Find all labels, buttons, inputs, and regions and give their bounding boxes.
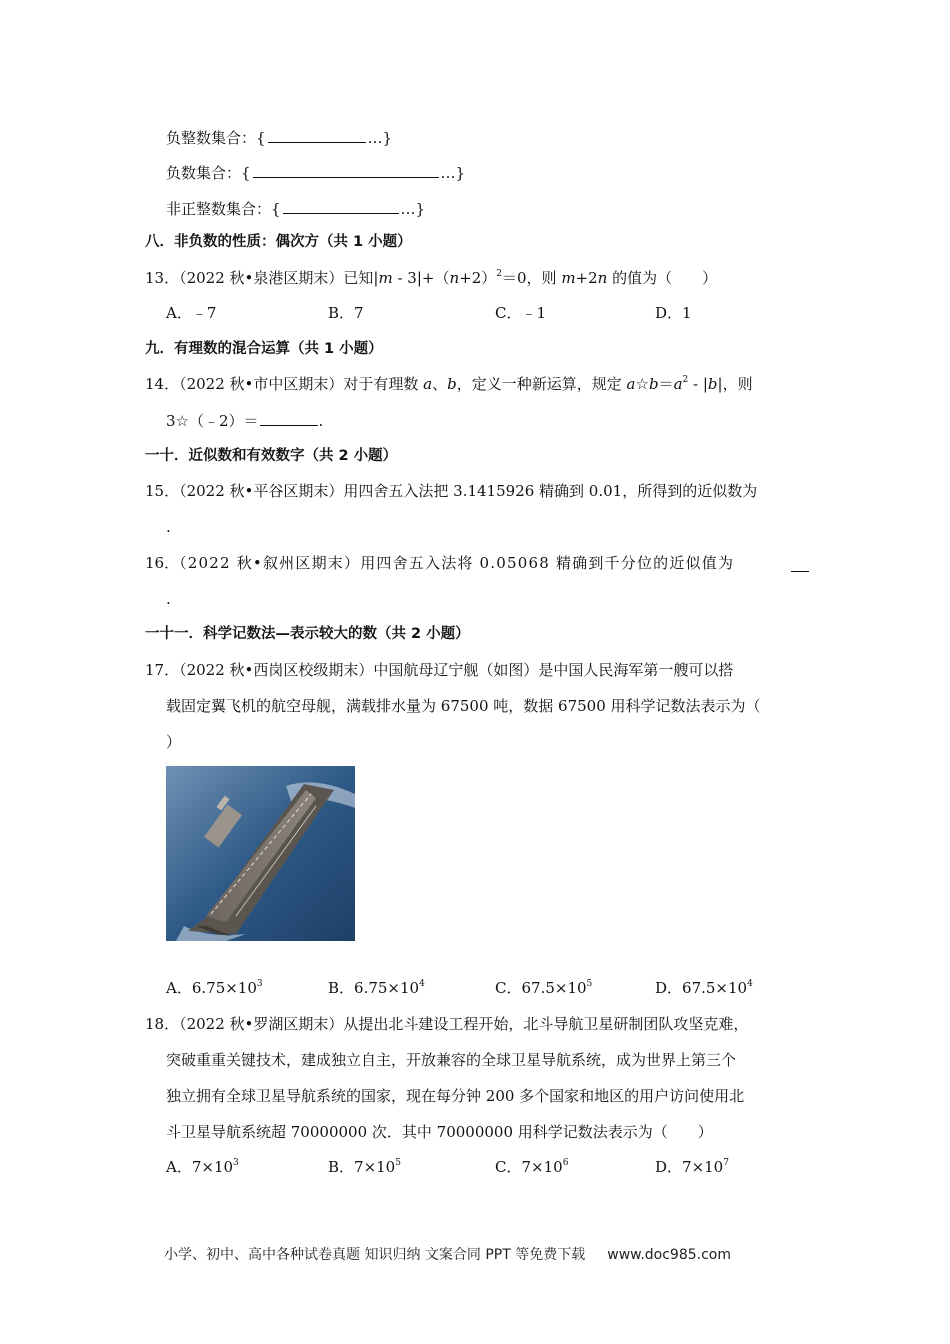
section-heading-11: 一十一．科学记数法—表示较大的数（共 2 小题）	[145, 626, 470, 642]
question-18-line4: 斗卫星导航系统超 70000000 次．其中 70000000 用科学记数法表示为（ ）	[166, 1123, 713, 1141]
section-heading-8: 八．非负数的性质：偶次方（共 1 小题）	[145, 234, 412, 250]
footer-link[interactable]: www.doc985.com	[607, 1247, 731, 1263]
aircraft-carrier-photo	[166, 766, 355, 941]
answer-blank[interactable]	[268, 127, 366, 143]
aircraft-carrier-illustration	[166, 766, 355, 941]
option-b[interactable]: B．7	[328, 304, 364, 322]
option-a[interactable]: A．$7\times 10^3$	[166, 1158, 239, 1176]
option-a[interactable]: A．$6.75\times 10^3$	[166, 979, 263, 997]
question-14-line2: 3☆（﹣2）＝ .	[166, 412, 324, 430]
question-14: 14．（2022 秋•市中区期末）对于有理数 a、b，定义一种新运算，规定 $a☆b=a^2 - |b|$，则	[145, 375, 753, 393]
section-heading-10: 一十．近似数和有效数字（共 2 小题）	[145, 448, 398, 464]
question-17-line3: ）	[166, 733, 182, 751]
option-b[interactable]: B．$7\times 10^5$	[328, 1158, 401, 1176]
answer-blank[interactable]	[260, 410, 318, 426]
answer-blank[interactable]	[791, 556, 809, 572]
non-pos-int-set: 非正整数集合：{ …}	[166, 200, 426, 218]
answer-blank[interactable]	[253, 162, 439, 178]
option-c[interactable]: C．﹣1	[495, 304, 547, 322]
question-15-end: .	[166, 518, 171, 536]
option-c[interactable]: C．$67.5\times 10^5$	[495, 979, 593, 997]
question-18-line2: 突破重重关键技术，建成独立自主，开放兼容的全球卫星导航系统，成为世界上第三个	[166, 1051, 737, 1069]
neg-int-set: 负整数集合：{ …}	[166, 129, 393, 147]
option-d[interactable]: D．$67.5\times 10^4$	[655, 979, 753, 997]
question-17-line2: 载固定翼飞机的航空母舰，满载排水量为 67500 吨，数据 67500 用科学记数法表示为（	[166, 697, 761, 715]
question-16-end: .	[166, 590, 171, 608]
page-footer	[164, 1244, 731, 1264]
footer-text: 小学、初中、高中各种试卷真题 知识归纳 文案合同 PPT 等免费下载	[164, 1247, 586, 1263]
option-a[interactable]: A．﹣7	[166, 304, 217, 322]
section-heading-9: 九．有理数的混合运算（共 1 小题）	[145, 341, 383, 357]
question-17: 17．（2022 秋•西岗区校级期末）中国航母辽宁舰（如图）是中国人民海军第一艘可以搭	[145, 661, 734, 679]
answer-blank[interactable]	[283, 198, 399, 214]
option-b[interactable]: B．$6.75\times 10^4$	[328, 979, 425, 997]
question-18-line3: 独立拥有全球卫星导航系统的国家，现在每分钟 200 多个国家和地区的用户访问使用北	[166, 1087, 745, 1105]
option-c[interactable]: C．$7\times 10^6$	[495, 1158, 569, 1176]
question-18: 18．（2022 秋•罗湖区期末）从提出北斗建设工程开始，北斗导航卫星研制团队攻坚克难，	[145, 1015, 749, 1033]
question-13: 13．（2022 秋•泉港区期末）已知$|m - 3|+(n+2)^2=0$，则 m+2n 的值为（ ）	[145, 269, 718, 287]
neg-set: 负数集合：{ …}	[166, 164, 466, 182]
option-d[interactable]: D．$7\times 10^7$	[655, 1158, 729, 1176]
question-16: 16．（2022 秋•叙州区期末）用四舍五入法将 0.05068 精确到千分位的近似值为	[145, 553, 809, 573]
question-15: 15．（2022 秋•平谷区期末）用四舍五入法把 3.1415926 精确到 0.01，所得到的近似数为	[145, 482, 758, 500]
option-d[interactable]: D．1	[655, 304, 692, 322]
